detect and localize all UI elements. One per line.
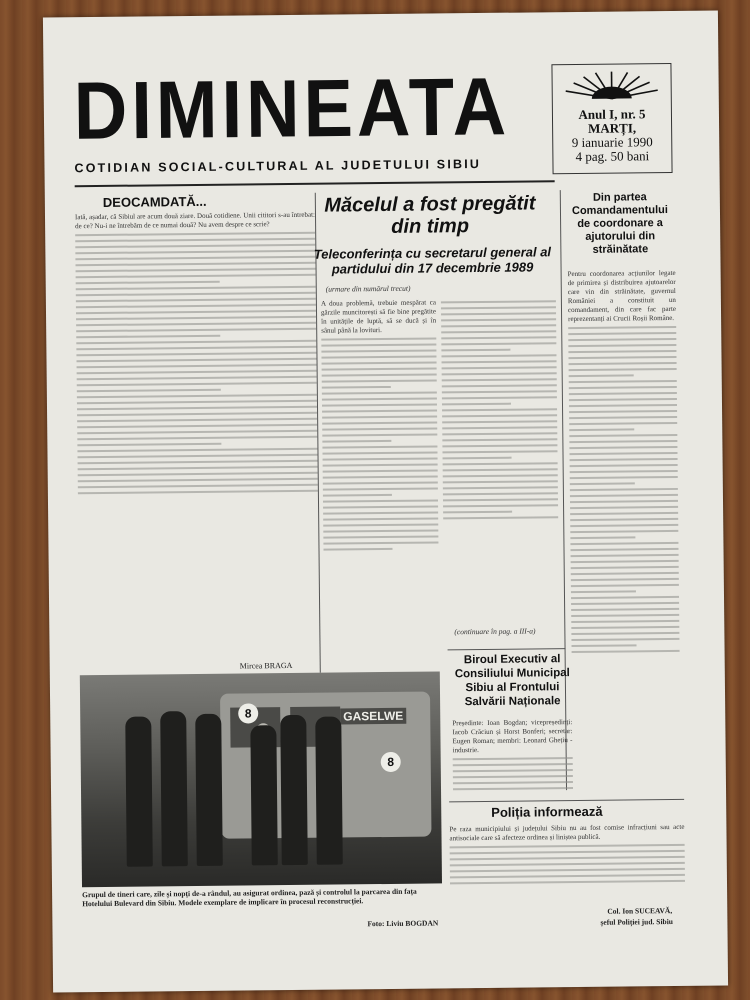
photo-van-text: GASELWE bbox=[340, 708, 406, 725]
text-line bbox=[321, 349, 436, 352]
text-line bbox=[443, 474, 558, 477]
text-line bbox=[570, 512, 678, 515]
text-line bbox=[443, 498, 558, 501]
text-line bbox=[443, 457, 512, 460]
text-line bbox=[450, 862, 685, 866]
text-line bbox=[569, 446, 677, 449]
text-line bbox=[323, 529, 438, 532]
text-line bbox=[450, 856, 685, 860]
text-line bbox=[441, 312, 556, 315]
text-line bbox=[75, 256, 315, 261]
right-article-body bbox=[568, 269, 681, 780]
text-line bbox=[77, 406, 317, 411]
politia-headline: Poliția informează bbox=[491, 803, 603, 820]
text-line bbox=[570, 506, 678, 509]
text-line bbox=[321, 337, 436, 340]
text-line bbox=[78, 466, 318, 471]
center-article-lead: A doua problemă, trebuie mespărat ca gărzile muncitorești să fie bine pregătite în unitățile de luptă, să se ducă și în sânul până la lovituri. bbox=[320, 298, 437, 335]
text-line bbox=[77, 418, 317, 423]
text-line bbox=[76, 340, 316, 345]
text-line bbox=[77, 424, 317, 429]
text-line bbox=[441, 300, 556, 303]
text-line bbox=[571, 632, 679, 635]
left-article-body bbox=[75, 211, 320, 658]
birou-body bbox=[452, 718, 573, 799]
text-line bbox=[441, 324, 556, 327]
text-line bbox=[75, 250, 315, 255]
text-line bbox=[77, 400, 317, 405]
text-line bbox=[571, 638, 679, 641]
text-line bbox=[441, 330, 556, 333]
text-line bbox=[322, 403, 437, 406]
text-line bbox=[570, 542, 678, 545]
continued-from-note: (urmare din numărul trecut) bbox=[325, 283, 411, 294]
center-article-column-1 bbox=[321, 298, 440, 644]
issue-number: Anul I, nr. 5 bbox=[578, 106, 646, 122]
text-line bbox=[570, 500, 678, 503]
text-line bbox=[450, 844, 685, 848]
text-line bbox=[76, 274, 316, 279]
text-line bbox=[570, 530, 678, 533]
text-line bbox=[323, 487, 438, 490]
center-article-subhead: Teleconferința cu secretarul general al partidului din 17 decembrie 1989 bbox=[313, 244, 552, 277]
text-line bbox=[322, 433, 437, 436]
text-line bbox=[442, 432, 557, 435]
text-line bbox=[75, 232, 315, 237]
text-line bbox=[571, 560, 679, 563]
newspaper-title: DIMINEATA bbox=[73, 60, 511, 157]
right-article-headline: Din partea Comandamentului de coordonare a ajutorului din străinătate bbox=[571, 191, 668, 256]
text-line bbox=[442, 414, 557, 417]
text-line bbox=[453, 775, 573, 778]
text-line bbox=[442, 450, 557, 453]
text-line bbox=[442, 384, 557, 387]
text-line bbox=[322, 421, 437, 424]
left-article-byline: Mircea BRAGA bbox=[239, 660, 293, 671]
text-line bbox=[572, 644, 637, 647]
issue-price: 4 pag. 50 bani bbox=[575, 148, 650, 164]
text-line bbox=[453, 787, 573, 790]
text-line bbox=[323, 463, 438, 466]
text-line bbox=[322, 379, 437, 382]
text-line bbox=[75, 238, 315, 243]
text-line bbox=[570, 536, 635, 539]
text-line bbox=[441, 349, 510, 352]
text-line bbox=[443, 468, 558, 471]
text-line bbox=[569, 392, 677, 395]
birou-headline: Biroul Executiv al Consiliului Municipal Sibiu al Frontului Salvării Naționale bbox=[454, 653, 570, 709]
text-line bbox=[76, 268, 316, 273]
text-line bbox=[322, 415, 437, 418]
continued-to-note: (continuare în pag. a III-a) bbox=[454, 626, 536, 637]
text-line bbox=[322, 397, 437, 400]
text-line bbox=[569, 380, 677, 383]
politia-signature-role: șeful Poliției jud. Sibiu bbox=[600, 917, 673, 927]
text-line bbox=[570, 488, 678, 491]
text-line bbox=[442, 372, 557, 375]
text-line bbox=[321, 355, 436, 358]
text-line bbox=[322, 440, 391, 443]
left-article-lead: Iată, așadar, că Sibiul are acum două ziare. Două cotidiene. Unii cititori s-au întrebat: de ce? Nu-i ne întrebăm de ce numai două? Nu avem despre ce scrie? bbox=[74, 210, 316, 231]
text-line bbox=[322, 367, 437, 370]
text-line bbox=[453, 757, 573, 760]
text-line bbox=[571, 620, 679, 623]
text-line bbox=[77, 394, 317, 399]
masthead-rule bbox=[75, 180, 555, 187]
text-line bbox=[322, 451, 437, 454]
text-line bbox=[571, 626, 679, 629]
text-line bbox=[78, 472, 318, 477]
text-line bbox=[442, 360, 557, 363]
text-line bbox=[450, 880, 685, 884]
text-line bbox=[570, 464, 678, 467]
issue-date: 9 ianuarie 1990 bbox=[571, 134, 653, 151]
text-line bbox=[78, 490, 318, 495]
text-line bbox=[442, 366, 557, 369]
text-line bbox=[442, 438, 557, 441]
issue-weekday: MARȚI, bbox=[588, 120, 637, 136]
text-line bbox=[572, 650, 680, 653]
text-line bbox=[442, 396, 557, 399]
text-line bbox=[443, 480, 558, 483]
text-line bbox=[78, 454, 318, 459]
text-line bbox=[76, 328, 316, 333]
text-line bbox=[322, 409, 437, 412]
text-line bbox=[77, 358, 317, 363]
left-article-headline: DEOCAMDATĂ... bbox=[102, 193, 207, 210]
text-line bbox=[323, 475, 438, 478]
text-line bbox=[568, 338, 676, 341]
text-line bbox=[570, 470, 678, 473]
text-line bbox=[443, 504, 558, 507]
text-line bbox=[322, 391, 437, 394]
text-line bbox=[77, 412, 317, 417]
text-line bbox=[443, 492, 558, 495]
text-line bbox=[442, 420, 557, 423]
text-line bbox=[77, 436, 317, 441]
text-line bbox=[441, 336, 556, 339]
text-line bbox=[571, 596, 679, 599]
text-line bbox=[569, 410, 677, 413]
text-line bbox=[443, 511, 512, 514]
text-line bbox=[323, 517, 438, 520]
text-line bbox=[323, 505, 438, 508]
center-article-column-2 bbox=[441, 297, 559, 628]
text-line bbox=[322, 373, 437, 376]
text-line bbox=[323, 523, 438, 526]
text-line bbox=[443, 516, 558, 519]
text-line bbox=[323, 541, 438, 544]
text-line bbox=[569, 440, 677, 443]
text-line bbox=[568, 350, 676, 353]
text-line bbox=[78, 478, 318, 483]
text-line bbox=[569, 368, 677, 371]
text-line bbox=[75, 244, 315, 249]
text-line bbox=[322, 386, 391, 389]
text-line bbox=[442, 378, 557, 381]
text-line bbox=[571, 566, 679, 569]
text-line bbox=[569, 434, 677, 437]
newspaper-page bbox=[43, 10, 728, 992]
text-line bbox=[569, 398, 677, 401]
text-line bbox=[76, 346, 316, 351]
text-line bbox=[441, 318, 556, 321]
text-line bbox=[571, 602, 679, 605]
photo-credit: Foto: Liviu BOGDAN bbox=[367, 918, 439, 929]
politia-lead: Pe raza municipiului și județului Sibiu nu au fost comise infracțiuni sau acte antisociale care să afecteze ordinea și liniștea publică. bbox=[449, 822, 685, 843]
text-line bbox=[76, 335, 220, 339]
text-line bbox=[571, 578, 679, 581]
text-line bbox=[570, 494, 678, 497]
text-line bbox=[571, 608, 679, 611]
text-line bbox=[571, 590, 636, 593]
text-line bbox=[570, 452, 678, 455]
text-line bbox=[569, 428, 634, 431]
text-line bbox=[77, 376, 317, 381]
politia-body bbox=[449, 823, 685, 905]
masthead bbox=[73, 60, 544, 176]
text-line bbox=[77, 443, 221, 447]
text-line bbox=[76, 281, 220, 285]
text-line bbox=[569, 362, 677, 365]
text-line bbox=[76, 310, 316, 315]
text-line bbox=[77, 389, 221, 393]
text-line bbox=[570, 524, 678, 527]
text-line bbox=[450, 874, 685, 878]
text-line bbox=[568, 356, 676, 359]
text-line bbox=[76, 286, 316, 291]
text-line bbox=[450, 868, 685, 872]
text-line bbox=[76, 316, 316, 321]
text-line bbox=[450, 850, 685, 854]
text-line bbox=[443, 462, 558, 465]
text-line bbox=[442, 444, 557, 447]
text-line bbox=[323, 499, 438, 502]
text-line bbox=[76, 322, 316, 327]
text-line bbox=[570, 482, 635, 485]
text-line bbox=[569, 416, 677, 419]
rising-sun-icon bbox=[562, 70, 662, 101]
text-line bbox=[322, 445, 437, 448]
text-line bbox=[441, 342, 556, 345]
text-line bbox=[570, 458, 678, 461]
text-line bbox=[571, 548, 679, 551]
text-line bbox=[321, 343, 436, 346]
text-line bbox=[76, 292, 316, 297]
text-line bbox=[323, 548, 392, 551]
text-line bbox=[442, 403, 511, 406]
text-line bbox=[453, 763, 573, 766]
birou-lead: Președinte: Ioan Bogdan; vicepreședinți: Iacob Crăciun și Horst Bonferi; secretar: Eugen Roman; membri: Leonard Ghețiu - industrie. bbox=[452, 718, 573, 755]
text-line bbox=[571, 614, 679, 617]
photo-caption: Grupul de tineri care, zile și nopți de-a rândul, au asigurat ordinea, pază și controlul la parcarea din fața Hotelului Bulevard din Sibiu. Modele exemplare de implicare în procesul reconstrucției. bbox=[82, 886, 417, 909]
newspaper-subtitle: COTIDIAN SOCIAL-CULTURAL AL JUDETULUI SIBIU bbox=[74, 156, 482, 176]
text-line bbox=[568, 332, 676, 335]
photo-badge: 8 bbox=[238, 703, 258, 723]
text-line bbox=[323, 457, 438, 460]
text-line bbox=[453, 781, 573, 784]
text-line bbox=[77, 364, 317, 369]
text-line bbox=[569, 404, 677, 407]
text-line bbox=[323, 481, 438, 484]
text-line bbox=[441, 306, 556, 309]
text-line bbox=[77, 370, 317, 375]
text-line bbox=[568, 326, 676, 329]
text-line bbox=[571, 554, 679, 557]
text-line bbox=[76, 352, 316, 357]
text-line bbox=[453, 769, 573, 772]
section-divider bbox=[449, 799, 684, 802]
text-line bbox=[77, 430, 317, 435]
right-article-lead: Pentru coordonarea acțiunilor legate de primirea și distribuirea ajutoarelor care vin din străinătate, guvernul României a constituit un comandament, din care fac parte reprezentanți ai Crucii Roșii Române. bbox=[567, 268, 677, 324]
text-line bbox=[76, 298, 316, 303]
text-line bbox=[569, 374, 634, 377]
text-line bbox=[76, 304, 316, 309]
text-line bbox=[441, 354, 556, 357]
center-article-headline: Măcelul a fost pregătit din timp bbox=[324, 192, 536, 238]
text-line bbox=[322, 427, 437, 430]
text-line bbox=[443, 486, 558, 489]
politia-signature-rank: Col. Ion SUCEAVĂ, bbox=[607, 906, 673, 916]
news-photo bbox=[80, 671, 442, 887]
text-line bbox=[568, 344, 676, 347]
text-line bbox=[78, 484, 318, 489]
text-line bbox=[323, 511, 438, 514]
text-line bbox=[569, 386, 677, 389]
text-line bbox=[442, 426, 557, 429]
text-line bbox=[442, 408, 557, 411]
text-line bbox=[75, 262, 315, 267]
section-divider bbox=[448, 648, 566, 650]
text-line bbox=[570, 518, 678, 521]
photo-badge: 8 bbox=[381, 752, 401, 772]
text-line bbox=[571, 572, 679, 575]
text-line bbox=[442, 390, 557, 393]
text-line bbox=[78, 460, 318, 465]
issue-info-box bbox=[551, 63, 672, 174]
text-line bbox=[323, 469, 438, 472]
text-line bbox=[571, 584, 679, 587]
text-line bbox=[77, 382, 317, 387]
text-line bbox=[570, 476, 678, 479]
text-line bbox=[323, 494, 392, 497]
text-line bbox=[569, 422, 677, 425]
text-line bbox=[322, 361, 437, 364]
text-line bbox=[77, 448, 317, 453]
text-line bbox=[323, 535, 438, 538]
